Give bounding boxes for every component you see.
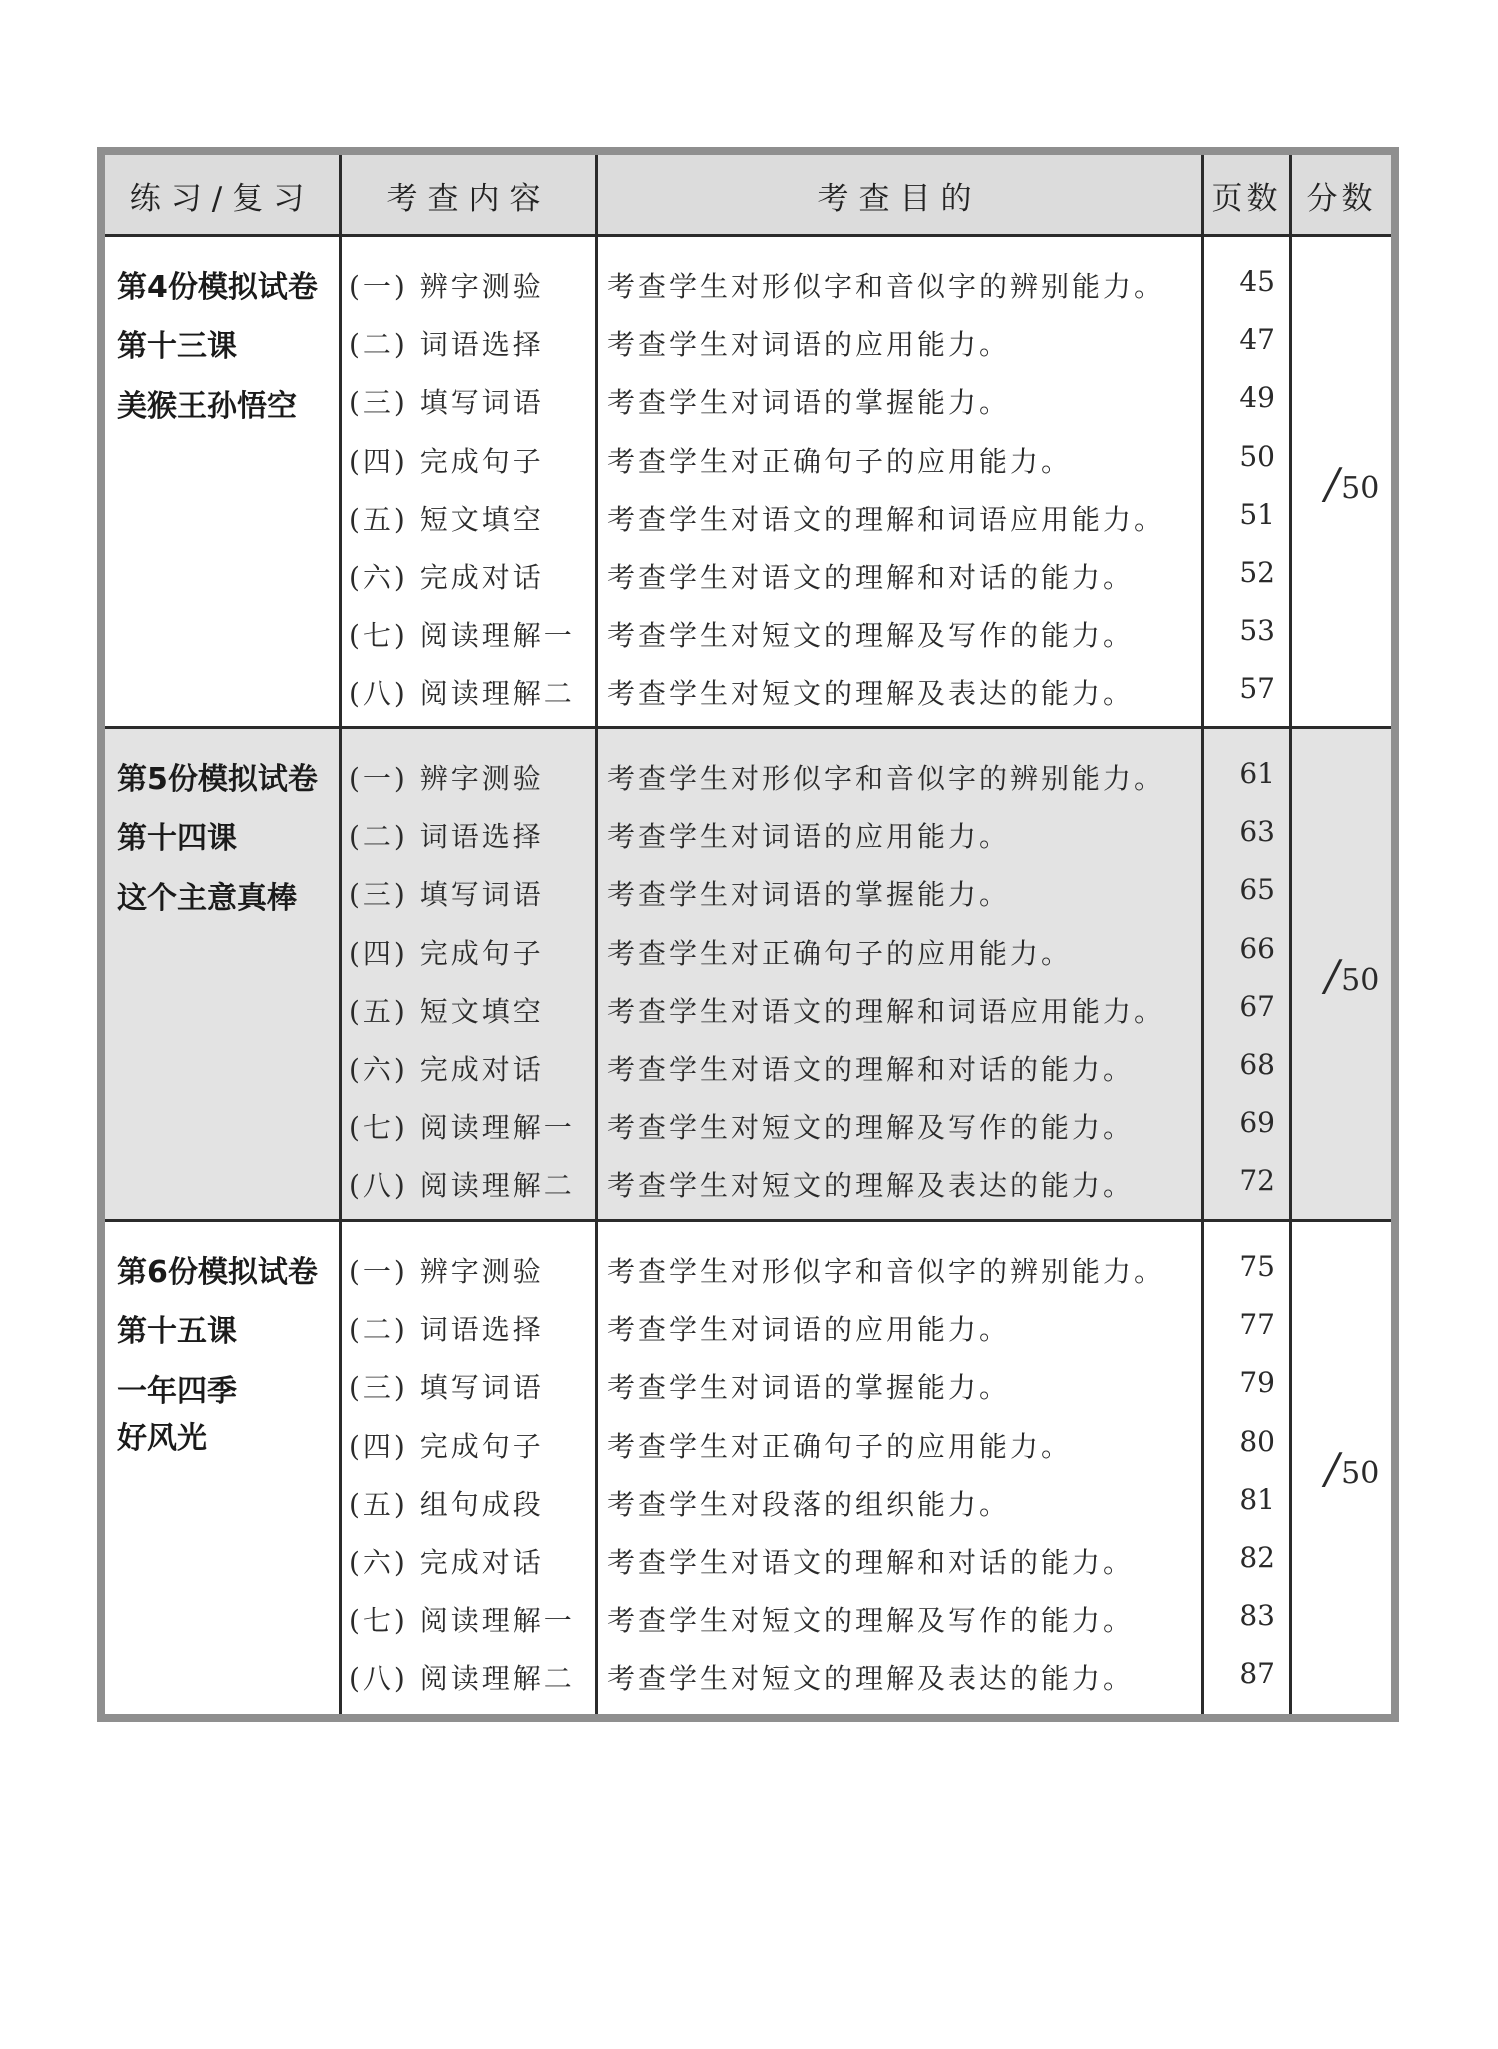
section-title-line: 一年四季 — [117, 1374, 237, 1409]
row-content-item: (八) 阅读理解二 — [349, 1169, 575, 1203]
score-total: 50 — [1341, 471, 1380, 506]
row-page-number: 47 — [1239, 323, 1275, 357]
row-purpose: 考查学生对短文的理解及表达的能力。 — [607, 1662, 1135, 1696]
section-score — [1325, 951, 1379, 1000]
row-content-item: (二) 词语选择 — [349, 820, 544, 854]
row-content-item: (一) 辨字测验 — [349, 1255, 544, 1288]
row-page-number: 51 — [1239, 497, 1275, 531]
header-score: 分数 — [1306, 180, 1377, 217]
row-page-number: 52 — [1239, 556, 1275, 589]
row-purpose: 考查学生对形似字和音似字的辨别能力。 — [607, 762, 1166, 795]
row-content-item: (八) 阅读理解二 — [349, 677, 575, 711]
row-content-item: (六) 完成对话 — [349, 1546, 544, 1579]
row-page-number: 87 — [1239, 1657, 1275, 1691]
exercise-table — [105, 155, 1391, 1714]
row-content-item: (一) 辨字测验 — [349, 762, 544, 795]
section-title-line: 第十四课 — [117, 821, 237, 856]
row-page-number: 81 — [1239, 1482, 1275, 1516]
row-purpose: 考查学生对语文的理解和对话的能力。 — [607, 561, 1135, 594]
row-purpose: 考查学生对短文的理解及写作的能力。 — [607, 1604, 1135, 1638]
section-title-line: 第十三课 — [117, 329, 237, 364]
row-page-number: 50 — [1239, 439, 1275, 473]
section-title-line: 第4份模拟试卷 — [117, 270, 318, 305]
column-divider-3 — [1201, 155, 1204, 1714]
header-content: 考查内容 — [386, 180, 551, 217]
row-content-item: (三) 填写词语 — [349, 878, 544, 912]
section-score — [1325, 459, 1379, 508]
row-content-item: (三) 填写词语 — [349, 386, 544, 420]
row-purpose: 考查学生对短文的理解及表达的能力。 — [607, 677, 1135, 711]
row-page-number: 66 — [1239, 931, 1275, 965]
row-content-item: (四) 完成句子 — [349, 936, 544, 970]
score-slash: / — [1325, 951, 1340, 1000]
row-content-item: (五) 短文填空 — [349, 994, 544, 1028]
row-purpose: 考查学生对词语的应用能力。 — [607, 328, 1011, 362]
row-content-item: (七) 阅读理解一 — [349, 1111, 575, 1145]
row-content-item: (六) 完成对话 — [349, 561, 544, 594]
row-purpose: 考查学生对语文的理解和对话的能力。 — [607, 1546, 1135, 1579]
row-page-number: 67 — [1239, 989, 1275, 1023]
row-purpose: 考查学生对短文的理解及表达的能力。 — [607, 1169, 1135, 1203]
row-purpose: 考查学生对正确句子的应用能力。 — [607, 936, 1073, 970]
row-page-number: 79 — [1239, 1366, 1275, 1400]
section-title-line: 美猴王孙悟空 — [117, 389, 297, 424]
row-page-number: 69 — [1239, 1106, 1275, 1140]
row-page-number: 77 — [1239, 1308, 1275, 1342]
row-purpose: 考查学生对词语的掌握能力。 — [607, 878, 1011, 912]
row-purpose: 考查学生对词语的掌握能力。 — [607, 386, 1011, 420]
row-page-number: 53 — [1239, 614, 1275, 648]
row-purpose: 考查学生对短文的理解及写作的能力。 — [607, 619, 1135, 653]
row-purpose: 考查学生对短文的理解及写作的能力。 — [607, 1111, 1135, 1145]
header-pages: 页数 — [1211, 180, 1282, 217]
section-title-line: 好风光 — [117, 1421, 207, 1456]
row-content-item: (七) 阅读理解一 — [349, 1604, 575, 1638]
column-divider-2 — [595, 155, 598, 1714]
section-title-line: 第6份模拟试卷 — [117, 1255, 318, 1290]
row-page-number: 63 — [1239, 815, 1275, 849]
row-content-item: (五) 组句成段 — [349, 1487, 544, 1521]
row-purpose: 考查学生对正确句子的应用能力。 — [607, 444, 1073, 478]
row-content-item: (五) 短文填空 — [349, 502, 544, 536]
row-page-number: 57 — [1239, 672, 1275, 706]
row-content-item: (二) 词语选择 — [349, 328, 544, 362]
row-purpose: 考查学生对词语的掌握能力。 — [607, 1371, 1011, 1405]
row-page-number: 49 — [1239, 381, 1275, 415]
row-content-item: (六) 完成对话 — [349, 1053, 544, 1086]
score-slash: / — [1325, 1444, 1340, 1493]
row-content-item: (八) 阅读理解二 — [349, 1662, 575, 1696]
row-page-number: 45 — [1239, 265, 1275, 298]
row-page-number: 80 — [1239, 1424, 1275, 1458]
section-divider-2 — [105, 1219, 1391, 1222]
header-purpose: 考查目的 — [817, 180, 982, 217]
section-score — [1325, 1444, 1379, 1493]
row-content-item: (七) 阅读理解一 — [349, 619, 575, 653]
header-divider — [105, 234, 1391, 237]
row-page-number: 61 — [1239, 757, 1275, 790]
row-purpose: 考查学生对词语的应用能力。 — [607, 1313, 1011, 1347]
row-page-number: 65 — [1239, 873, 1275, 907]
section-title-line: 第十五课 — [117, 1314, 237, 1349]
row-purpose: 考查学生对正确句子的应用能力。 — [607, 1429, 1073, 1463]
row-content-item: (四) 完成句子 — [349, 1429, 544, 1463]
row-page-number: 75 — [1239, 1250, 1275, 1283]
row-purpose: 考查学生对词语的应用能力。 — [607, 820, 1011, 854]
row-purpose: 考查学生对形似字和音似字的辨别能力。 — [607, 270, 1166, 303]
row-content-item: (三) 填写词语 — [349, 1371, 544, 1405]
section-divider-1 — [105, 726, 1391, 729]
row-content-item: (一) 辨字测验 — [349, 270, 544, 303]
row-page-number: 83 — [1239, 1599, 1275, 1633]
row-purpose: 考查学生对语文的理解和词语应用能力。 — [607, 994, 1166, 1028]
column-divider-1 — [339, 155, 342, 1714]
row-purpose: 考查学生对段落的组织能力。 — [607, 1487, 1011, 1521]
row-page-number: 72 — [1239, 1164, 1275, 1198]
row-purpose: 考查学生对语文的理解和词语应用能力。 — [607, 502, 1166, 536]
score-total: 50 — [1341, 963, 1380, 998]
row-content-item: (二) 词语选择 — [349, 1313, 544, 1347]
row-content-item: (四) 完成句子 — [349, 444, 544, 478]
row-purpose: 考查学生对形似字和音似字的辨别能力。 — [607, 1255, 1166, 1288]
score-slash: / — [1325, 459, 1340, 508]
row-page-number: 68 — [1239, 1048, 1275, 1081]
header-exercise-review: 练习/复习 — [129, 180, 315, 217]
section-title-line: 第5份模拟试卷 — [117, 762, 318, 797]
exercise-table-frame — [97, 147, 1399, 1722]
column-divider-4 — [1289, 155, 1292, 1714]
score-total: 50 — [1341, 1456, 1380, 1491]
row-page-number: 82 — [1239, 1541, 1275, 1574]
row-purpose: 考查学生对语文的理解和对话的能力。 — [607, 1053, 1135, 1086]
section-title-line: 这个主意真棒 — [117, 881, 297, 916]
